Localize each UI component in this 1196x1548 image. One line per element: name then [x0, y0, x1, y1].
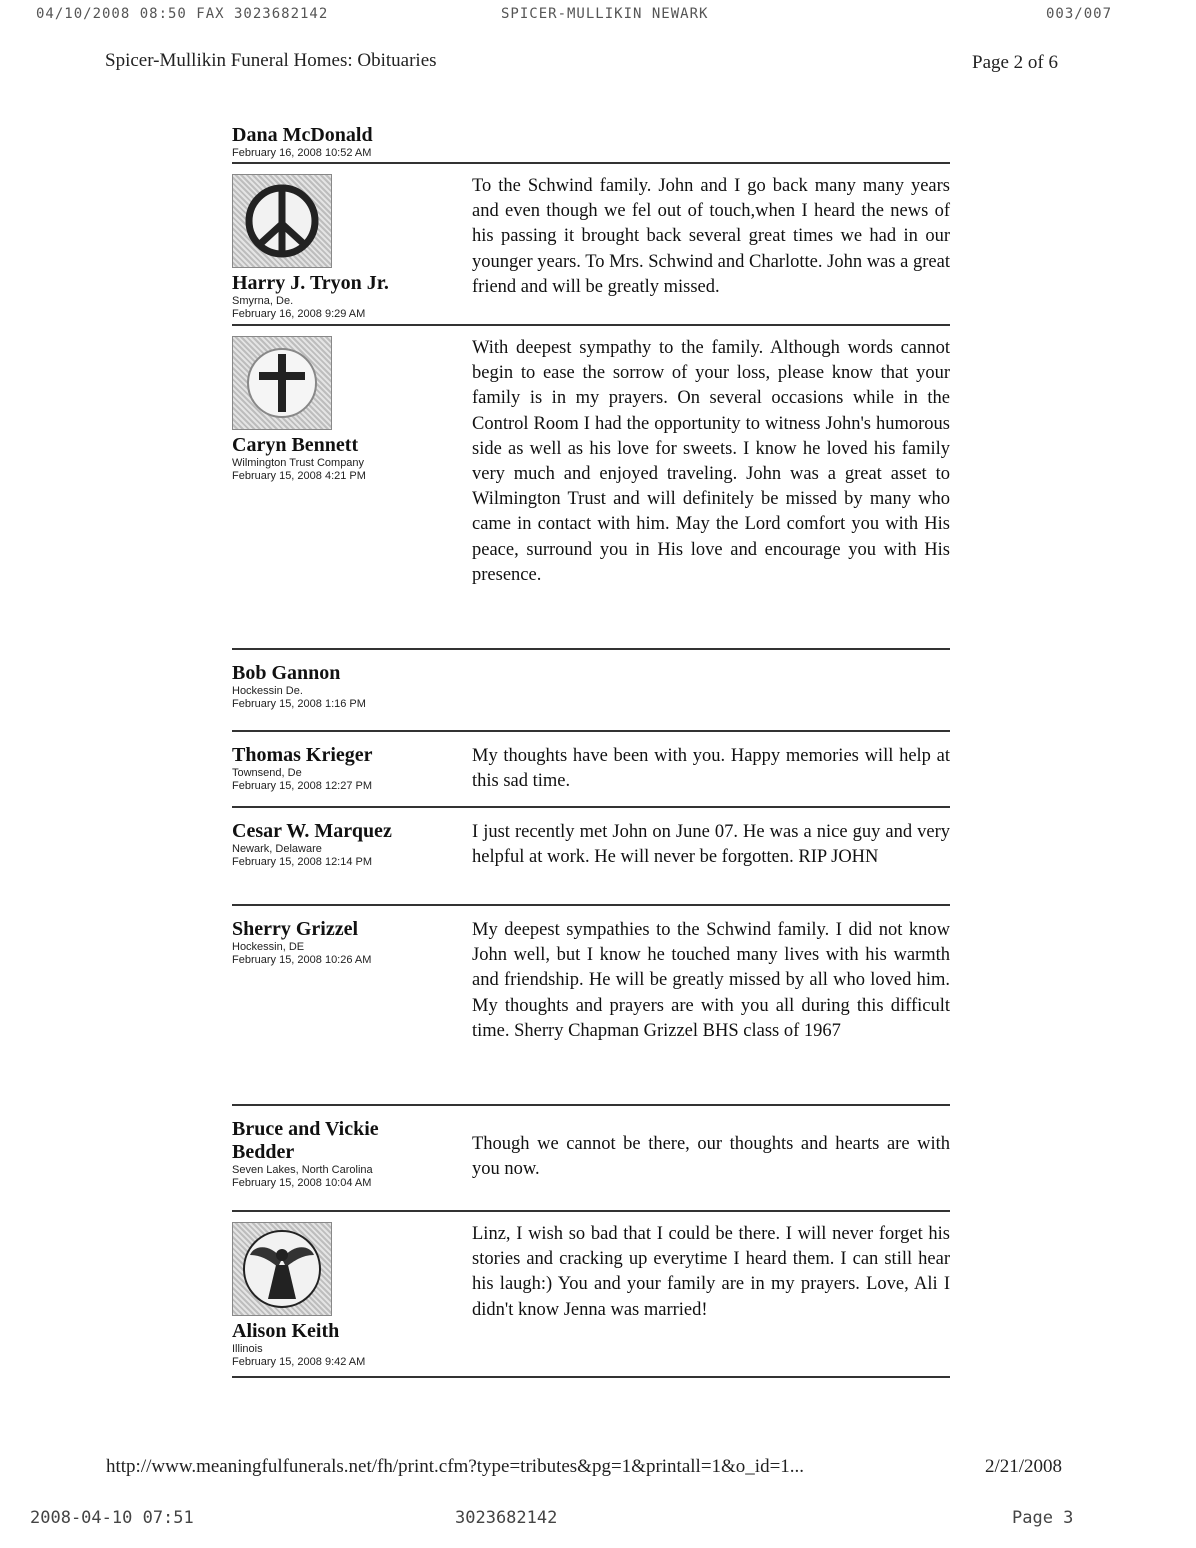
cross-icon [232, 336, 332, 430]
tribute-entry [232, 732, 950, 806]
tribute-author [232, 1118, 472, 1210]
tribute-date: February 15, 2008 9:42 AM [232, 1356, 366, 1368]
tribute-date: February 15, 2008 10:26 AM [232, 954, 372, 966]
tribute-entry [232, 808, 950, 904]
author-name: Caryn Bennett [232, 434, 359, 456]
tribute-date: February 15, 2008 12:27 PM [232, 780, 373, 792]
tribute-entry [232, 326, 950, 648]
footer-url: http://www.meaningfulfunerals.net/fh/print.cfm?type=tributes&pg=1&printall=1&o_id=1... [106, 1456, 805, 1477]
peace-sign-icon [232, 174, 332, 268]
tribute-message: To the Schwind family. John and I go back many many years and even though we fel out of touch,when I heard the news of his passing it brought back several great times we had in our younger years. To Mrs. Schwind and Charlotte. John was a great friend and will be greatly missed. [472, 176, 950, 297]
tribute-date: February 15, 2008 12:14 PM [232, 856, 373, 868]
tribute-author [232, 820, 472, 904]
author-name: Cesar W. Marquez [232, 820, 392, 842]
tribute-entry [232, 164, 950, 324]
tribute-entry [232, 1212, 950, 1376]
divider [232, 1376, 950, 1378]
author-location: Smyrna, De. [232, 295, 294, 307]
author-name: Dana McDonald [232, 124, 373, 146]
fax-footer-timestamp: 2008-04-10 07:51 [30, 1508, 194, 1528]
tribute-date: February 16, 2008 9:29 AM [232, 308, 366, 320]
author-location: Townsend, De [232, 767, 302, 779]
fax-header [36, 6, 1113, 24]
fax-footer-number: 3023682142 [455, 1508, 558, 1528]
tribute-message: Linz, I wish so bad that I could be there. I will never forget his stories and cracking up everytime I heard them. I can still hear his laugh:) You and your family are in my prayers. Love, Ali I didn't know Jenna was married! [472, 1224, 950, 1320]
tribute-message: With deepest sympathy to the family. Although words cannot begin to ease the sorrow of your loss, please know that your family is in my prayers. On several occasions while in the Control Room I had the opportunity to witness John's humorous side as well as his love for sweets. I know he loved his family very much and enjoyed traveling. John was a great asset to Wilmington Trust and will definitely be missed by many who came in contact with him. May the Lord comfort you with His peace, surround you in His love and encourage you with His presence. [472, 338, 950, 585]
author-location: Hockessin De. [232, 685, 303, 697]
tribute-entry [232, 650, 950, 730]
fax-header-left: 04/10/2008 08:50 FAX 3023682142 [36, 6, 329, 22]
tribute-message: My thoughts have been with you. Happy memories will help at this sad time. [472, 746, 950, 792]
author-location: Seven Lakes, North Carolina [232, 1164, 373, 1176]
tribute-author [232, 662, 472, 730]
author-location: Hockessin, DE [232, 941, 305, 953]
author-location: Newark, Delaware [232, 843, 322, 855]
tribute-author [232, 744, 472, 806]
tribute-message [472, 662, 950, 730]
tribute-date: February 16, 2008 10:52 AM [232, 147, 372, 159]
author-name: Thomas Krieger [232, 744, 373, 766]
fax-header-center: SPICER-MULLIKIN NEWARK [501, 6, 709, 22]
author-name: Bob Gannon [232, 662, 341, 684]
tribute-author [232, 118, 472, 162]
fax-footer-page: Page 3 [1012, 1508, 1074, 1528]
tribute-message [472, 118, 950, 162]
tribute-list [232, 118, 950, 1378]
tribute-date: February 15, 2008 10:04 AM [232, 1177, 372, 1189]
angel-icon [232, 1222, 332, 1316]
tribute-author [232, 918, 472, 1104]
author-name: Bruce and Vickie Bedder [232, 1118, 379, 1163]
tribute-author [232, 336, 472, 648]
author-name: Harry J. Tryon Jr. [232, 272, 389, 294]
tribute-author [232, 174, 472, 324]
author-location: Illinois [232, 1343, 263, 1355]
tribute-message: I just recently met John on June 07. He was a nice guy and very helpful at work. He will never be forgotten. RIP JOHN [472, 822, 950, 868]
tribute-date: February 15, 2008 1:16 PM [232, 698, 366, 710]
tribute-entry [232, 906, 950, 1104]
author-name: Alison Keith [232, 1320, 340, 1342]
tribute-entry [232, 118, 950, 162]
tribute-date: February 15, 2008 4:21 PM [232, 470, 366, 482]
tribute-message: My deepest sympathies to the Schwind family. I did not know John well, but I know he touched many lives with his warmth and friendship. He will be greatly missed by all who loved him. My thoughts and prayers are with you all during this difficult time. Sherry Chapman Grizzel BHS class of 1967 [472, 920, 950, 1041]
author-name: Sherry Grizzel [232, 918, 359, 940]
page-title: Spicer-Mullikin Funeral Homes: Obituaries [105, 50, 437, 71]
tribute-message: Though we cannot be there, our thoughts and hearts are with you now. [472, 1134, 950, 1180]
footer-date: 2/21/2008 [985, 1456, 1063, 1477]
page-number: Page 2 of 6 [972, 52, 1059, 73]
author-location: Wilmington Trust Company [232, 457, 365, 469]
tribute-author [232, 1222, 472, 1376]
fax-header-right: 003/007 [1046, 6, 1113, 22]
tribute-entry [232, 1106, 950, 1210]
